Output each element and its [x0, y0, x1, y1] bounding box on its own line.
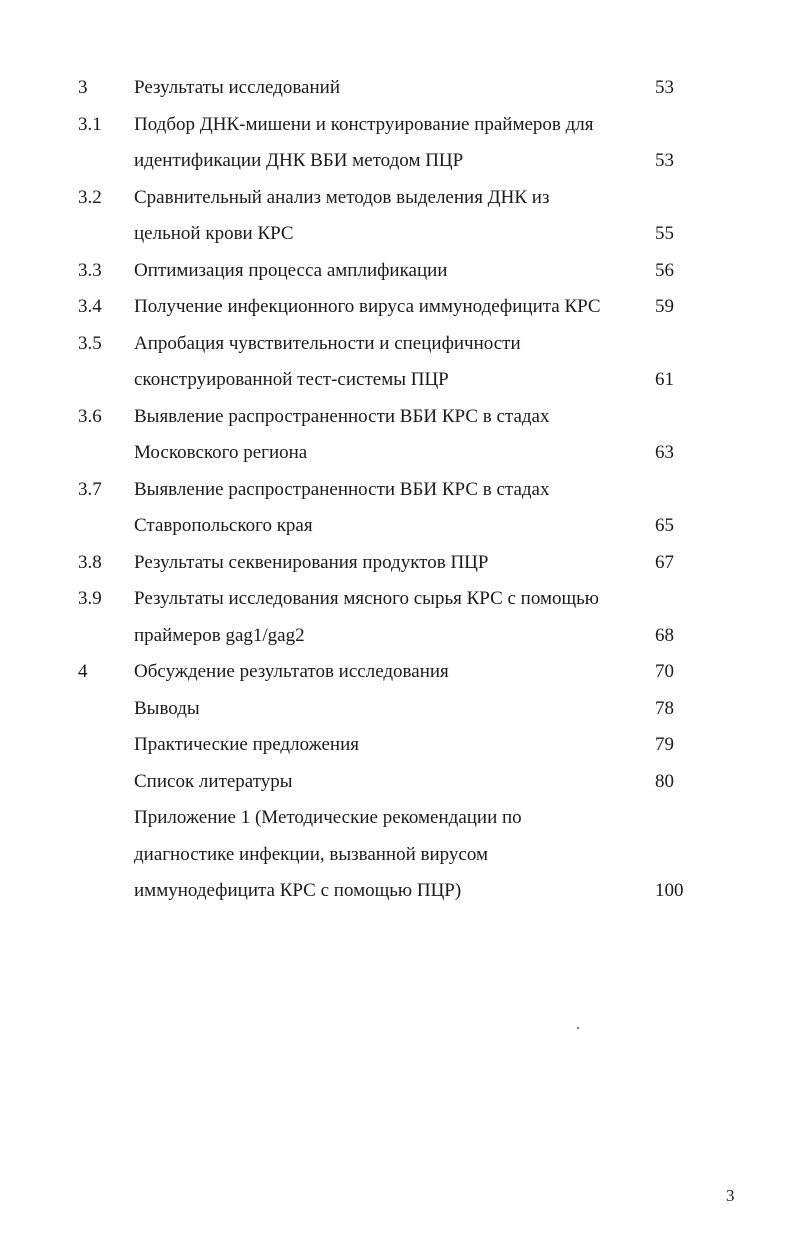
toc-line: [0, 654, 793, 691]
toc-section-number: 3.6: [78, 405, 102, 427]
toc-page-number: 78: [655, 697, 674, 719]
toc-section-number: 3: [78, 77, 88, 98]
toc-line: [0, 107, 793, 144]
toc-line: [0, 727, 793, 764]
toc-entry-title: праймеров gag1/gag2: [134, 624, 305, 646]
toc-line: [0, 216, 793, 253]
toc-line: [0, 764, 793, 801]
toc-line: [0, 691, 793, 728]
toc-line: [0, 399, 793, 436]
toc-entry-title: цельной крови КРС: [134, 223, 294, 244]
toc-page-number: 100: [655, 880, 684, 901]
toc-line: [0, 508, 793, 545]
page-number: 3: [726, 1186, 735, 1205]
table-of-contents: [0, 70, 793, 910]
toc-entry-title: Список литературы: [134, 770, 293, 792]
toc-entry-title: Оптимизация процесса амплификации: [134, 259, 448, 281]
toc-page-number: 59: [655, 296, 674, 317]
toc-page-number: 68: [655, 624, 674, 646]
toc-section-number: 3.8: [78, 551, 102, 573]
toc-line: [0, 435, 793, 472]
toc-entry-title: Получение инфекционного вируса иммунодефицита КРС: [134, 296, 601, 317]
toc-entry-title: Выявление распространенности ВБИ КРС в стадах: [134, 405, 550, 427]
toc-section-number: 3.9: [78, 588, 102, 609]
toc-line: [0, 873, 793, 910]
toc-entry-title: Результаты секвенирования продуктов ПЦР: [134, 551, 489, 573]
toc-entry-title: Обсуждение результатов исследования: [134, 661, 449, 682]
toc-section-number: 3.4: [78, 296, 102, 317]
toc-line: [0, 581, 793, 618]
toc-section-number: 3.3: [78, 259, 102, 281]
toc-entry-title: Апробация чувствительности и специфичности: [134, 332, 521, 354]
toc-page-number: 61: [655, 369, 674, 390]
toc-entry-title: идентификации ДНК ВБИ методом ПЦР: [134, 150, 464, 171]
toc-page-number: 56: [655, 259, 674, 281]
toc-page-number: 70: [655, 661, 674, 682]
toc-section-number: 4: [78, 661, 88, 682]
toc-line: [0, 143, 793, 180]
toc-section-number: 3.7: [78, 478, 102, 500]
toc-page-number: 80: [655, 770, 674, 792]
toc-page-number: 53: [655, 77, 674, 98]
toc-line: [0, 800, 793, 837]
scan-speck: [577, 1027, 579, 1029]
toc-page-number: 67: [655, 551, 674, 573]
toc-line: [0, 253, 793, 290]
toc-line: [0, 545, 793, 582]
toc-line: [0, 362, 793, 399]
toc-line: [0, 618, 793, 655]
toc-page-number: 65: [655, 515, 674, 536]
toc-line: [0, 472, 793, 509]
toc-entry-title: Результаты исследований: [134, 77, 340, 98]
toc-page-number: 53: [655, 150, 674, 171]
toc-entry-title: Выводы: [134, 697, 200, 719]
toc-line: [0, 837, 793, 874]
toc-entry-title: сконструированной тест-системы ПЦР: [134, 369, 449, 390]
toc-line: [0, 180, 793, 217]
toc-section-number: 3.1: [78, 113, 102, 135]
toc-entry-title: Практические предложения: [134, 734, 359, 755]
toc-line: [0, 70, 793, 107]
toc-entry-title: Подбор ДНК-мишени и конструирование праймеров для: [134, 113, 594, 135]
toc-page-number: 63: [655, 442, 674, 463]
toc-entry-title: Результаты исследования мясного сырья КРС с помощью: [134, 588, 599, 609]
toc-entry-title: Московского региона: [134, 442, 308, 463]
toc-entry-title: Сравнительный анализ методов выделения ДНК из: [134, 186, 550, 208]
toc-section-number: 3.2: [78, 186, 102, 208]
toc-section-number: 3.5: [78, 332, 102, 354]
toc-entry-title: Ставропольского края: [134, 515, 313, 536]
toc-page-number: 55: [655, 223, 674, 244]
toc-line: [0, 326, 793, 363]
toc-page-number: 79: [655, 734, 674, 755]
toc-entry-title: Приложение 1 (Методические рекомендации по: [134, 807, 522, 828]
toc-entry-title: иммунодефицита КРС с помощью ПЦР): [134, 880, 462, 901]
toc-line: [0, 289, 793, 326]
toc-entry-title: Выявление распространенности ВБИ КРС в стадах: [134, 478, 550, 500]
toc-entry-title: диагностике инфекции, вызванной вирусом: [134, 843, 488, 865]
